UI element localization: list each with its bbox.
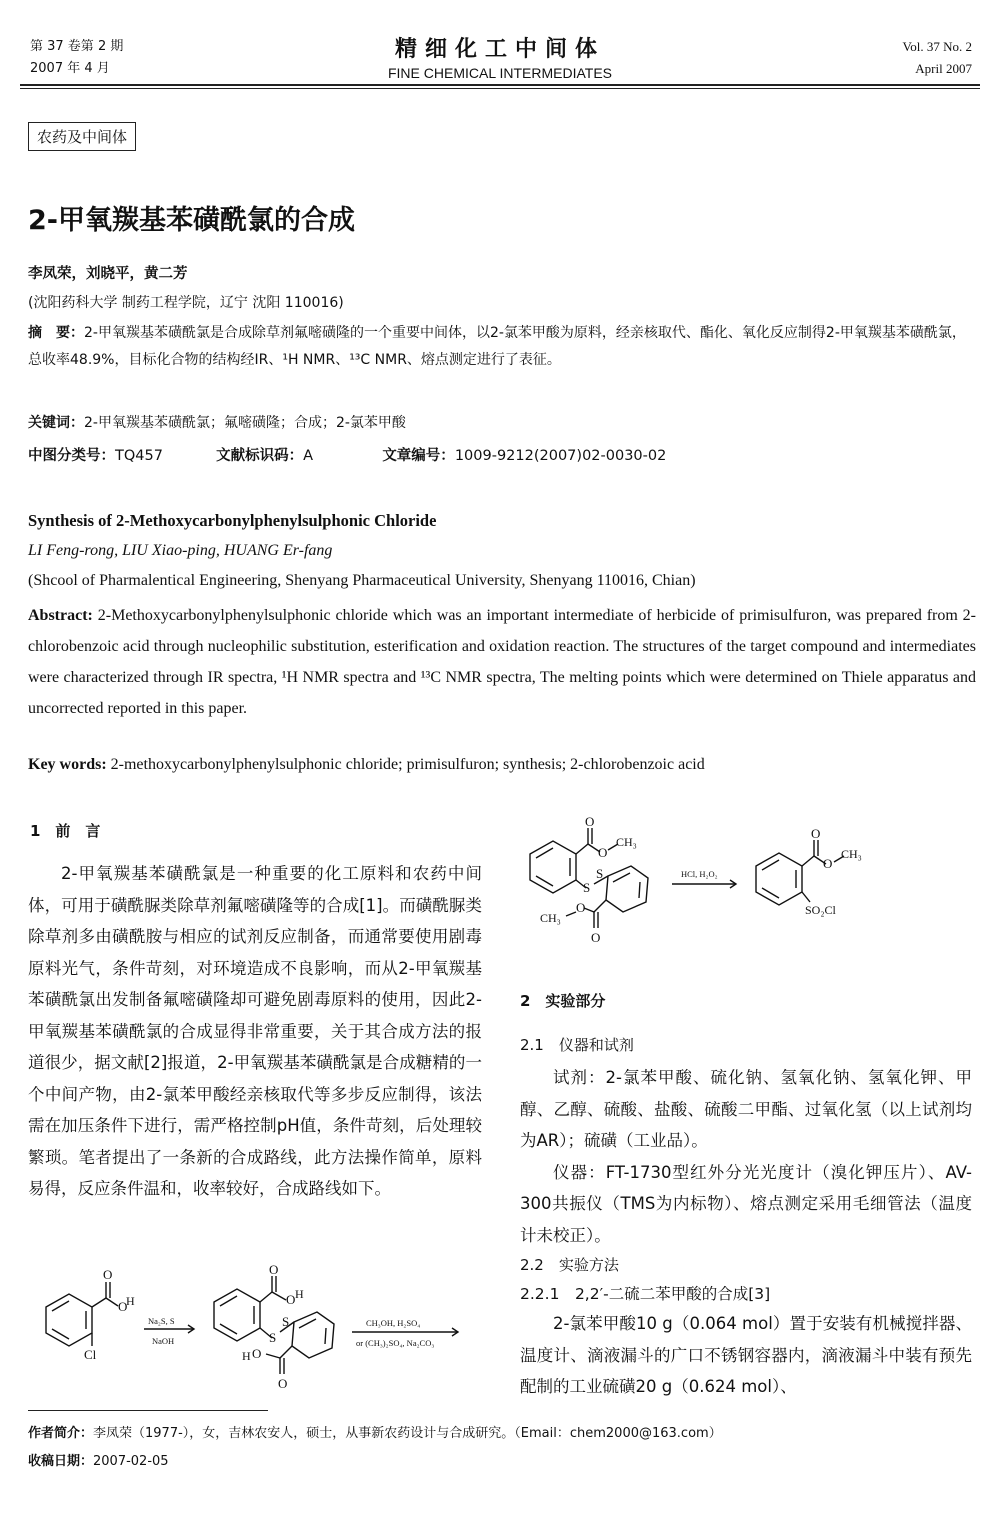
abstract-label: 摘 要： <box>28 325 84 341</box>
issue-info-en <box>903 36 972 80</box>
section-2-1-body <box>520 1062 972 1251</box>
received-date-label: 收稿日期： <box>28 1454 94 1469</box>
section-1-heading: 1 前 言 <box>30 822 101 840</box>
english-affiliation: (Shcool of Pharmalentical Engineering, Shenyang Pharmaceutical University, Shenyang 110016, Chian) <box>28 572 696 589</box>
keywords-cn <box>28 412 406 432</box>
english-authors: LI Feng-rong, LIU Xiao-ping, HUANG Er-fang <box>28 542 333 559</box>
author-note-text: 李凤荣（1977-），女，吉林农安人，硕士，从事新农药设计与合成研究。（Email：chem2000@163.com） <box>93 1426 722 1441</box>
hydroxyl-o-2: O <box>286 1292 296 1307</box>
doc-code-label: 文献标识码： <box>216 448 304 464</box>
journal-title <box>300 32 700 81</box>
section-1-body <box>28 858 482 1205</box>
english-keywords-label: Key words: <box>28 756 107 773</box>
header-rule <box>20 84 980 86</box>
english-keywords-text: 2-methoxycarbonylphenylsulphonic chloride; primisulfuron; synthesis; 2-chlorobenzoic acid <box>110 756 705 773</box>
english-title: Synthesis of 2-Methoxycarbonylphenylsulphonic Chloride <box>28 511 437 530</box>
section-tag: 农药及中间体 <box>28 122 136 151</box>
section-2-heading: 2 实验部分 <box>520 992 606 1010</box>
abstract-cn <box>28 320 976 374</box>
received-date-value: 2007-02-05 <box>93 1454 169 1469</box>
author-note-label: 作者简介： <box>28 1426 94 1441</box>
clc-label: 中图分类号： <box>28 448 115 464</box>
doc-code: A <box>303 448 314 464</box>
author-note <box>28 1422 722 1441</box>
reagent-1-bottom: NaOH <box>152 1336 175 1346</box>
date-cn: 2007 年 4 月 <box>30 61 110 76</box>
english-keywords <box>28 756 705 774</box>
carbonyl-o-4: O <box>585 814 595 829</box>
methyl-3: CH₃ <box>841 847 862 861</box>
journal-title-cn: 精细化工中间体 <box>394 37 605 62</box>
sulfur-1: S <box>269 1330 277 1345</box>
sulfur-4: S <box>596 866 604 881</box>
subsection-2-2-1-heading: 2.2.1 2,2′-二硫二苯甲酸的合成[3] <box>520 1285 771 1303</box>
ester-o-3: O <box>823 856 833 871</box>
ester-o-1: O <box>598 845 608 860</box>
carbonyl-o-2: O <box>269 1262 279 1277</box>
volume-en: Vol. 37 No. 2 <box>902 39 972 54</box>
carbonyl-o-5: O <box>591 930 601 945</box>
received-date <box>28 1450 169 1469</box>
subsection-2-2-heading: 2.2 实验方法 <box>520 1256 619 1274</box>
abstract-text: 2-甲氧羰基苯磺酰氯是合成除草剂氟嘧磺隆的一个重要中间体，以2-氯苯甲酸为原料，经亲核取代、酯化、氧化反应制得2-甲氧羰基苯磺酰氯，总收率48.9%，目标化合物的结构经IR、¹H NMR、¹³C NMR、熔点测定进行了表征。 <box>28 325 966 368</box>
reaction-scheme-step3 <box>518 812 978 947</box>
methyl-1: CH₃ <box>616 835 637 849</box>
article-title: 2-甲氧羰基苯磺酰氯的合成 <box>28 205 355 236</box>
clc-code: TQ457 <box>115 448 163 464</box>
carbonyl-o-1: O <box>103 1267 113 1282</box>
authors: 李凤荣，刘晓平，黄二芳 <box>28 266 188 282</box>
subsection-2-1-heading: 2.1 仪器和试剂 <box>520 1036 634 1054</box>
ester-o-2: O <box>576 900 586 915</box>
sulfur-2: S <box>282 1314 290 1329</box>
english-abstract-label: Abstract: <box>28 607 93 624</box>
article-number-label: 文章编号： <box>382 448 455 464</box>
chloro-label: Cl <box>84 1347 97 1362</box>
methyl-2: CH₃ <box>540 911 561 925</box>
instruments-paragraph: 仪器：FT-1730型红外分光光度计（溴化钾压片）、AV-300共振仪（TMS为内标物）、熔点测定采用毛细管法（温度计未校正）。 <box>520 1162 972 1245</box>
section-2-2-1-body <box>520 1308 972 1403</box>
hydroxyl-o-3: O <box>252 1346 262 1361</box>
carbonyl-o-3: O <box>278 1376 288 1391</box>
footnote-rule <box>28 1410 268 1411</box>
reagent-1-top: Na₂S, S <box>148 1316 175 1326</box>
issue-info-cn <box>30 36 123 80</box>
reagent-2-top: CH₃OH, H₂SO₄ <box>366 1318 421 1328</box>
english-abstract <box>28 600 976 724</box>
sulfonyl-chloride: SO₂Cl <box>805 903 836 917</box>
sulfur-3: S <box>583 880 591 895</box>
volume-cn: 第 37 卷第 2 期 <box>30 39 124 54</box>
english-abstract-text: 2-Methoxycarbonylphenylsulphonic chloride which was an important intermediate of herbicide of primisulfuron, was prepared from 2-chlorobenzoic acid through nucleophilic substitution, esterification and oxidation reaction. The structures of the target compound and intermediates were characterized through IR spectra, ¹H NMR spectra and ¹³C NMR spectra, The melting points which were determined on Thiele apparatus and uncorrected reported in this paper. <box>28 607 977 717</box>
carbonyl-o-6: O <box>811 826 821 841</box>
keywords-text: 2-甲氧羰基苯磺酰氯；氟嘧磺隆；合成；2-氯苯甲酸 <box>84 415 406 431</box>
hydroxyl-h-3: H <box>242 1349 251 1363</box>
hydroxyl-h-2: H <box>295 1287 304 1301</box>
hydroxyl-h-1: H <box>126 1294 135 1308</box>
reagent-2-bottom: or (CH₃)₂SO₄, Na₂CO₃ <box>356 1338 435 1348</box>
hydroxyl-o-1: O <box>118 1299 128 1314</box>
keywords-label: 关键词： <box>28 415 84 431</box>
header-rule-thin <box>20 88 980 89</box>
article-number: 1009-9212(2007)02-0030-02 <box>454 448 667 464</box>
section-1-paragraph: 2-甲氧羰基苯磺酰氯是一种重要的化工原料和农药中间体，可用于磺酰脲类除草剂氟嘧磺隆等的合成[1]。而磺酰脲类除草剂多由磺酰胺与相应的试剂反应制备，而通常要使用剧毒原料光气，条件苛刻，对环境造成不良影响，而从2-甲氧羰基苯磺酰氯出发制备氟嘧磺隆却可避免剧毒原料的使用，因此2-甲氧羰基苯磺酰氯的合成显得非常重要，关于其合成方法的报道很少，据文献[2]报道，2-甲氧羰基苯磺酰氯是合成糖精的一个中间产物，由2-氯苯甲酸经亲核取代等多步反应制得，该法需在加压条件下进行，需严格控制pH值，条件苛刻，后处理较繁琐。笔者提出了一条新的合成路线，此方法操作简单，原料易得，反应条件温和，收率较好，合成路线如下。 <box>28 864 482 1198</box>
procedure-paragraph: 2-氯苯甲酸10 g（0.064 mol）置于安装有机械搅拌器、温度计、滴液漏斗的广口不锈钢容器内，滴液漏斗中装有预先配制的工业硫磺20 g（0.624 mol）、 <box>520 1314 972 1396</box>
journal-title-en: FINE CHEMICAL INTERMEDIATES <box>387 65 613 81</box>
classification-line <box>28 444 666 465</box>
date-en: April 2007 <box>915 61 972 76</box>
reaction-scheme-step1-2 <box>26 1262 476 1397</box>
reagents-paragraph: 试剂：2-氯苯甲酸、硫化钠、氢氧化钠、氢氧化钾、甲醇、乙醇、硫酸、盐酸、硫酸二甲酯、过氧化氢（以上试剂均为AR）；硫磺（工业品）。 <box>520 1068 972 1150</box>
reagent-3: HCl, H₂O₂ <box>681 869 718 879</box>
affiliation: (沈阳药科大学 制药工程学院，辽宁 沈阳 110016) <box>28 295 344 311</box>
